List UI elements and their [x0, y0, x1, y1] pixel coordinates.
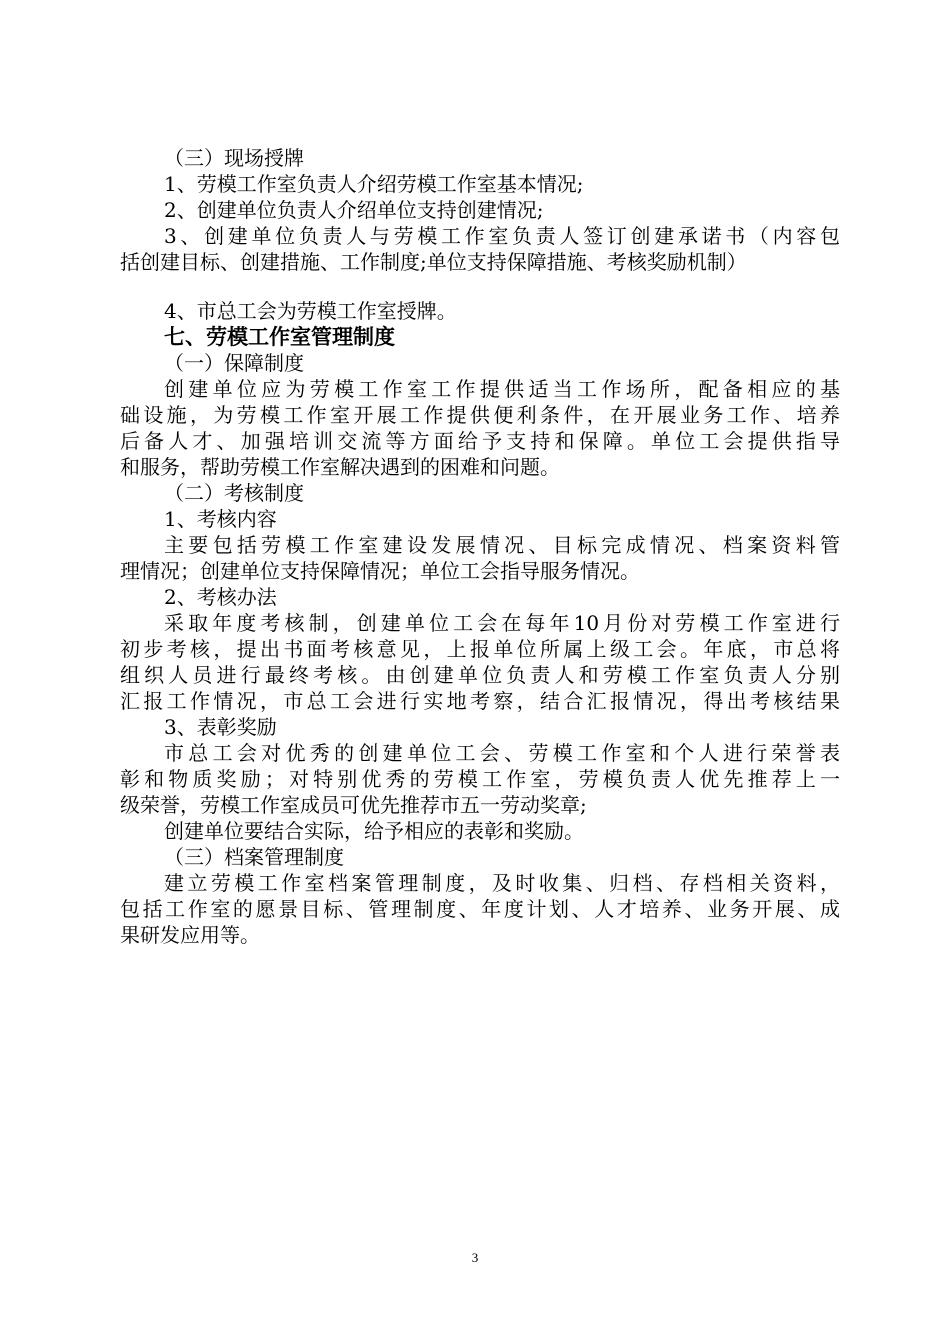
- text-line: 彰和物质奖励；对特别优秀的劳模工作室，劳模负责人优先推荐上一: [120, 767, 840, 791]
- text-line: 建立劳模工作室档案管理制度，及时收集、归档、存档相关资料，: [164, 871, 840, 895]
- text-line: （一）保障制度: [164, 351, 304, 375]
- text-line: 包括工作室的愿景目标、管理制度、年度计划、人才培养、业务开展、成: [120, 897, 840, 921]
- text-line: （三）现场授牌: [164, 146, 304, 170]
- text-line: （二）考核制度: [164, 481, 304, 505]
- paragraph-gap: [120, 275, 840, 298]
- text-line: 2、考核办法: [164, 585, 277, 609]
- text-line: 2、创建单位负责人介绍单位支持创建情况;: [164, 198, 544, 222]
- text-line: 4、市总工会为劳模工作室授牌。: [164, 299, 457, 323]
- text-line: 市总工会对优秀的创建单位工会、劳模工作室和个人进行荣誉表: [164, 741, 840, 765]
- text-line: 3、表彰奖励: [164, 715, 277, 739]
- text-line: 1、劳模工作室负责人介绍劳模工作室基本情况;: [164, 172, 584, 196]
- text-line: 级荣誉，劳模工作室成员可优先推荐市五一劳动奖章;: [120, 793, 587, 817]
- text-line: 主要包括劳模工作室建设发展情况、目标完成情况、档案资料管: [164, 533, 840, 557]
- text-line: 初步考核，提出书面考核意见，上报单位所属上级工会。年底，市总将: [120, 637, 840, 661]
- text-line: 采取年度考核制，创建单位工会在每年10月份对劳模工作室进行: [164, 611, 840, 635]
- text-line: 果研发应用等。: [120, 923, 260, 947]
- text-line: 后备人才、加强培训交流等方面给予支持和保障。单位工会提供指导: [120, 429, 840, 453]
- text-line: 组织人员进行最终考核。由创建单位负责人和劳模工作室负责人分别: [120, 663, 840, 687]
- section-heading: 七、劳模工作室管理制度: [164, 325, 395, 349]
- document-body: [120, 145, 840, 948]
- text-line: 创建单位应为劳模工作室工作提供适当工作场所，配备相应的基: [164, 377, 840, 401]
- text-line: 和服务，帮助劳模工作室解决遇到的困难和问题。: [120, 455, 560, 479]
- text-line: 础设施，为劳模工作室开展工作提供便利条件，在开展业务工作、培养: [120, 403, 840, 427]
- text-line: 创建单位要结合实际，给予相应的表彰和奖励。: [164, 819, 584, 843]
- text-line: 汇报工作情况，市总工会进行实地考察，结合汇报情况，得出考核结果: [120, 689, 840, 713]
- page-number: 3: [471, 1250, 479, 1265]
- text-line: 3、创建单位负责人与劳模工作室负责人签订创建承诺书（内容包: [164, 224, 840, 248]
- text-line: 括创建目标、创建措施、工作制度;单位支持保障措施、考核奖励机制）: [120, 250, 747, 274]
- text-line: 理情况；创建单位支持保障情况；单位工会指导服务情况。: [120, 559, 640, 583]
- text-line: （三）档案管理制度: [164, 845, 344, 869]
- text-line: 1、考核内容: [164, 507, 277, 531]
